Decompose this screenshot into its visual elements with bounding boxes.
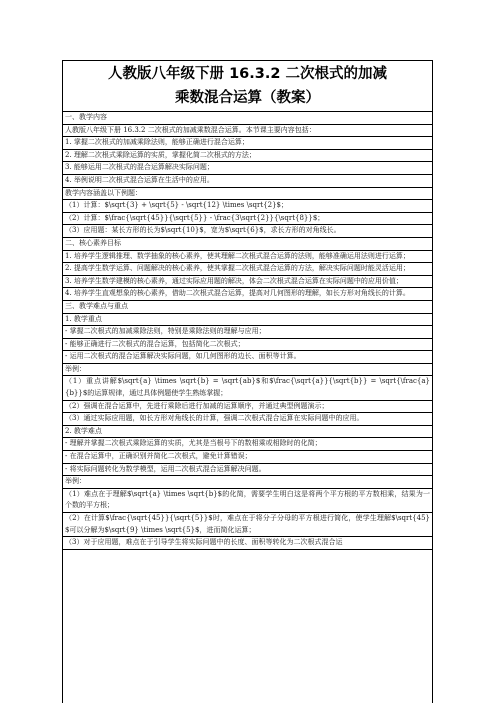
content-row: 3. 培养学生数学建模的核心素养，通过实际应用题的解决，体会二次根式混合运算在实际问题中的应用价值； bbox=[63, 276, 432, 289]
content-row: 人教版八年级下册 16.3.2 二次根式的加减乘数混合运算。本节课主要内容包括： bbox=[63, 125, 432, 138]
content-row: （2）强调在混合运算中，先进行乘除后进行加减的运算顺序，并通过典型例题演示； bbox=[63, 401, 432, 414]
content-row: 教学内容涵盖以下例题： bbox=[63, 188, 432, 201]
content-row: 1. 掌握二次根式的加减乘除法则，能够正确进行混合运算； bbox=[63, 137, 432, 150]
document-title-line-2: 乘数混合运算（教案） bbox=[175, 90, 320, 106]
content-rows bbox=[63, 112, 432, 550]
content-row: 4. 举例说明二次根式混合运算在生活中的应用。 bbox=[63, 175, 432, 188]
content-row: - 在混合运算中，正确识别并简化二次根式，避免计算错误； bbox=[63, 451, 432, 464]
content-row: 举例： bbox=[63, 476, 432, 489]
content-row: 1. 培养学生逻辑推理、数学抽象的核心素养，使其理解二次根式混合运算的法则，能够准确运用法则进行运算； bbox=[63, 251, 432, 264]
content-row: 举例： bbox=[63, 364, 432, 377]
title-cell bbox=[63, 61, 432, 112]
content-row: 2. 提高学生数学运算、问题解决的核心素养，使其掌握二次根式混合运算的方法，解决实际问题时能灵活运用； bbox=[63, 263, 432, 276]
content-row: - 理解并掌握二次根式乘除运算的实质，尤其是当根号下的数相乘或相除时的化简； bbox=[63, 438, 432, 451]
content-row: （1）难点在于理解$\sqrt{a} \times \sqrt{b}$的化简，需要学生明白这是将两个平方根的平方数相乘，结果为一个数的平方根； bbox=[63, 489, 432, 513]
content-row: （3）应用题：某长方形的长为$\sqrt{10}$，宽为$\sqrt{6}$，求长方形的对角线长。 bbox=[63, 225, 432, 238]
content-row: （3）通过实际应用题，如长方形对角线长的计算，强调二次根式混合运算在实际问题中的应用。 bbox=[63, 413, 432, 426]
content-row: - 能够正确进行二次根式的混合运算，包括简化二次根式； bbox=[63, 339, 432, 352]
content-row: 一、教学内容 bbox=[63, 112, 432, 125]
content-row: - 将实际问题转化为数学模型，运用二次根式混合运算解决问题。 bbox=[63, 464, 432, 477]
content-row: 2. 教学难点 bbox=[63, 426, 432, 439]
content-row: - 运用二次根式的混合运算解决实际问题，如几何图形的边长、面积等计算。 bbox=[63, 351, 432, 364]
content-row: （1）重点讲解$\sqrt{a} \times \sqrt{b} = \sqrt{ab}$和$\frac{\sqrt{a}}{\sqrt{b}} = \sqrt{\frac{a}{b}}$的运算规律，通过具体例题使学生熟练掌握； bbox=[63, 376, 432, 400]
content-row: （2）计算：$\frac{\sqrt{45}}{\sqrt{5}} - \frac{3\sqrt{2}}{\sqrt{8}}$； bbox=[63, 213, 432, 226]
content-row: 3. 能够运用二次根式的混合运算解决实际问题； bbox=[63, 162, 432, 175]
lesson-plan-table bbox=[62, 60, 433, 703]
content-row: 1. 教学重点 bbox=[63, 314, 432, 327]
content-row: 二、核心素养目标 bbox=[63, 238, 432, 251]
content-row: （2）在计算$\frac{\sqrt{45}}{\sqrt{5}}$时，难点在于将分子分母的平方根进行简化，使学生理解$\sqrt{45}$可以分解为$\sqrt{9} \times \sqrt{5}$，进而简化运算； bbox=[63, 513, 432, 537]
content-row: （3）对于应用题，难点在于引导学生将实际问题中的长度、面积等转化为二次根式混合运 bbox=[63, 537, 432, 550]
content-row: 三、教学难点与重点 bbox=[63, 301, 432, 314]
document-title-line-1: 人教版八年级下册 16.3.2 二次根式的加减 bbox=[108, 66, 387, 82]
content-row: （1）计算：$\sqrt{3} + \sqrt{5} - \sqrt{12} \times \sqrt{2}$； bbox=[63, 200, 432, 213]
content-row: - 掌握二次根式的加减乘除法则，特别是乘除法则的理解与应用； bbox=[63, 326, 432, 339]
content-row: 2. 理解二次根式乘除运算的实质，掌握化简二次根式的方法； bbox=[63, 150, 432, 163]
content-row: 4. 培养学生直观想象的核心素养，借助二次根式混合运算，提高对几何图形的理解，如长方形对角线长的计算。 bbox=[63, 288, 432, 301]
